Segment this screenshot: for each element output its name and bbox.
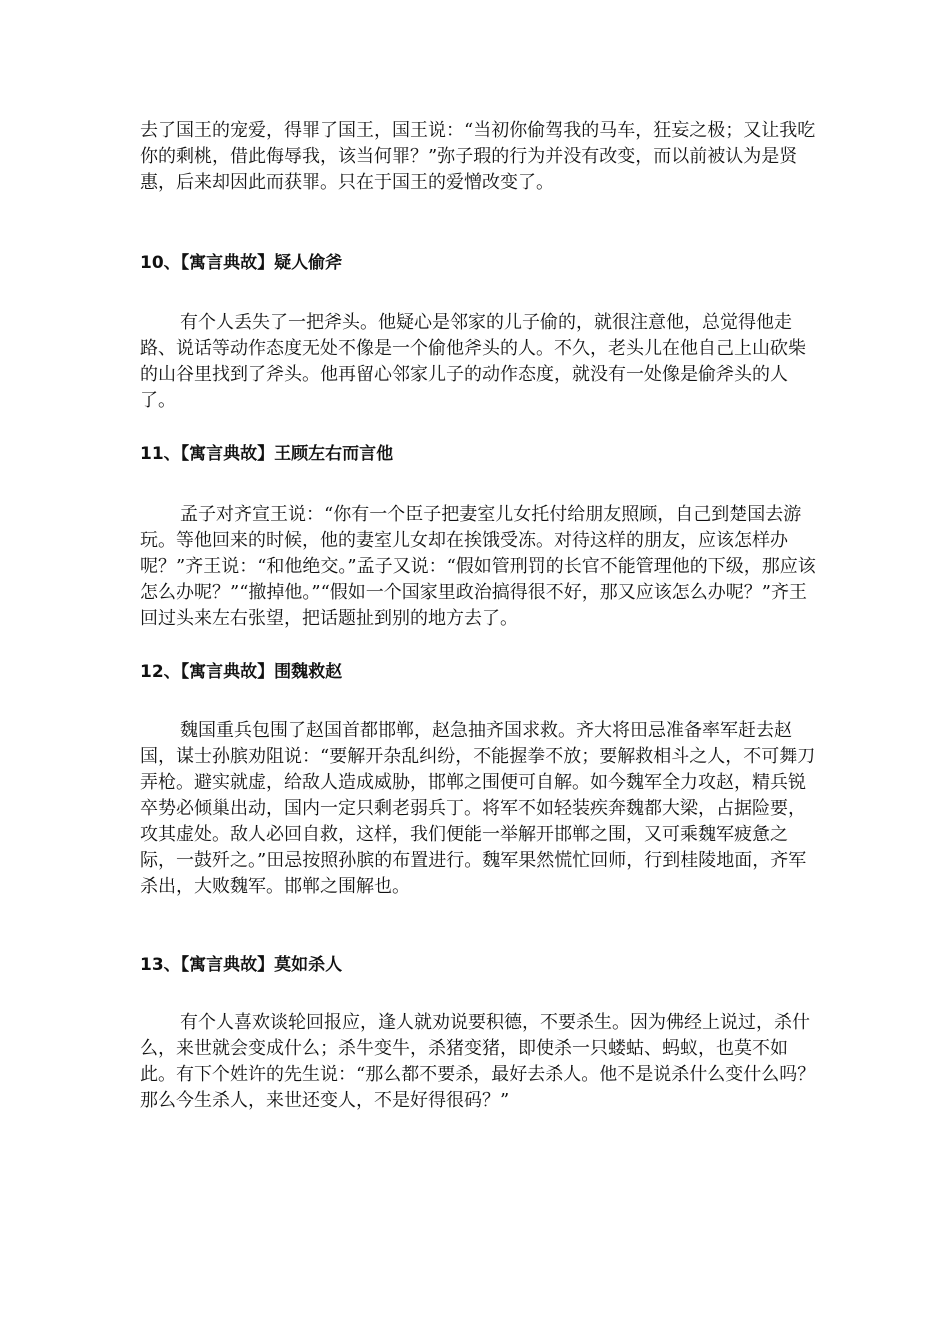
intro-paragraph: 去了国王的宠爱，得罪了国王，国王说：“当初你偷驾我的马车，狂妄之极；又让我吃你的剩桃，借此侮辱我，该当何罪？”弥子瑕的行为并没有改变，而以前被认为是贤惠，后来却因此而获罪。只在于国王的爱憎改变了。 (140, 120, 816, 193)
section-body-12: 魏国重兵包围了赵国首都邯郸，赵急抽齐国求救。齐大将田忌准备率军赶去赵国，谋士孙膑劝阻说：“要解开杂乱纠纷，不能握拳不放；要解救相斗之人，不可舞刀弄枪。避实就虚，给敌人造成威胁，邯郸之围便可自解。如今魏军全力攻赵，精兵锐卒势必倾巢出动，国内一定只剩老弱兵丁。将军不如轻装疾奔魏都大梁，占据险要，攻其虚处。敌人必回自救，这样，我们便能一举解开邯郸之围，又可乘魏军疲惫之际，一鼓歼之。”田忌按照孙膑的布置进行。魏军果然慌忙回师，行到桂陵地面，齐军杀出，大败魏军。邯郸之围解也。 (140, 720, 816, 897)
section-body-11: 孟子对齐宣王说：“你有一个臣子把妻室儿女托付给朋友照顾，自己到楚国去游玩。等他回来的时候，他的妻室儿女却在挨饿受冻。对待这样的朋友，应该怎样办呢？”齐王说：“和他绝交。”孟子又说：“假如管刑罚的长官不能管理他的下级，那应该怎么办呢？”“撤掉他。”“假如一个国家里政治搞得很不好，那又应该怎么办呢？”齐王回过头来左右张望，把话题扯到别的地方去了。 (140, 504, 816, 629)
section-heading-10: 10、【寓言典故】疑人偷斧 (140, 253, 343, 273)
section-heading-11: 11、【寓言典故】王顾左右而言他 (140, 444, 394, 464)
section-body-13: 有个人喜欢谈轮回报应，逢人就劝说要积德，不要杀生。因为佛经上说过，杀什么，来世就会变成什么；杀牛变牛，杀猪变猪，即使杀一只蝼蛄、蚂蚁，也莫不如此。有下个姓许的先生说：“那么都不要杀，最好去杀人。他不是说杀什么变什么吗？那么今生杀人，来世还变人，不是好得很码？” (140, 1012, 816, 1111)
section-body-10: 有个人丢失了一把斧头。他疑心是邻家的儿子偷的，就很注意他，总觉得他走路、说话等动作态度无处不像是一个偷他斧头的人。不久，老头儿在他自己上山砍柴的山谷里找到了斧头。他再留心邻家儿子的动作态度，就没有一处像是偷斧头的人了。 (140, 312, 806, 411)
section-heading-13: 13、【寓言典故】莫如杀人 (140, 955, 343, 975)
section-heading-12: 12、【寓言典故】围魏救赵 (140, 662, 343, 682)
